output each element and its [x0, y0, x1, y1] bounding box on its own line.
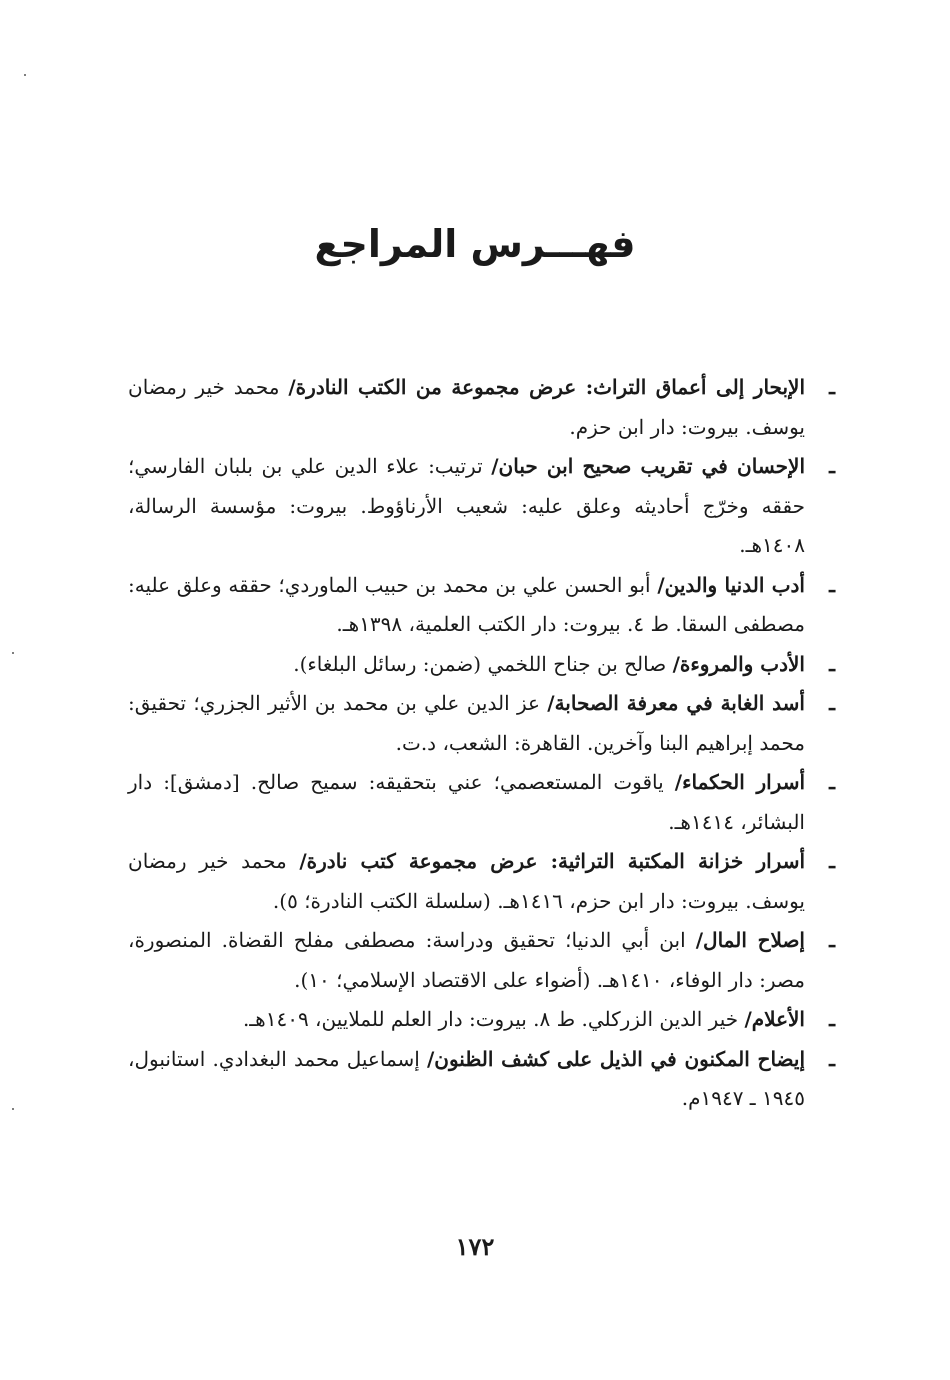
entry-dash: ـ	[829, 928, 835, 952]
reference-details: إسماعيل محمد البغدادي. استانبول، ١٩٤٥ ـ ١٩٤٧م.	[128, 1046, 805, 1110]
reference-entry	[128, 1040, 835, 1119]
reference-entry	[128, 921, 835, 1000]
reference-title: الإبحار إلى أعماق التراث: عرض مجموعة من الكتب النادرة/	[288, 375, 805, 399]
reference-entry	[128, 1000, 835, 1040]
entry-dash: ـ	[829, 770, 835, 794]
reference-entry	[128, 368, 835, 447]
reference-title: أسرار الحكماء/	[674, 770, 806, 794]
reference-title: الإحسان في تقريب صحيح ابن حبان/	[491, 454, 805, 478]
reference-details: ياقوت المستعصمي؛ عني بتحقيقه: سميح صالح. [دمشق]: دار البشائر، ١٤١٤هـ.	[128, 770, 805, 834]
reference-title: أدب الدنيا والدين/	[657, 572, 805, 597]
reference-details: عز الدين علي بن محمد بن الأثير الجزري؛ تحقيق: محمد إبراهيم البنا وآخرين. القاهرة: الشعب، د.ت.	[128, 691, 805, 755]
entry-dash: ـ	[829, 572, 835, 597]
references-list	[128, 368, 835, 1119]
entry-dash: ـ	[829, 454, 835, 478]
entry-dash: ـ	[829, 651, 835, 676]
reference-title: الأدب والمروءة/	[672, 651, 805, 676]
reference-title: إصلاح المال/	[695, 928, 805, 952]
reference-details: صالح بن جناح اللخمي (ضمن: رسائل البلغاء).	[293, 651, 673, 676]
reference-details: محمد خير رمضان يوسف. بيروت: دار ابن حزم.	[128, 375, 805, 439]
reference-details: محمد خير رمضان يوسف. بيروت: دار ابن حزم، ١٤١٦هـ. (سلسلة الكتب النادرة؛ ٥).	[128, 849, 805, 913]
page-number: ١٧٢	[455, 1232, 495, 1261]
entry-dash: ـ	[829, 691, 835, 715]
entry-dash: ـ	[829, 1007, 835, 1031]
page-title: فهـــرس المراجع	[314, 222, 636, 266]
reference-entry	[128, 566, 835, 645]
scan-speck	[24, 74, 26, 76]
entry-dash: ـ	[829, 375, 835, 399]
reference-details: خير الدين الزركلي. ط ٨. بيروت: دار العلم للملايين، ١٤٠٩هـ.	[242, 1007, 745, 1031]
scan-speck	[12, 1108, 14, 1110]
reference-details: أبو الحسن علي بن محمد بن حبيب الماوردي؛ حققه وعلق عليه: مصطفى السقا. ط ٤. بيروت: دار الكتب العلمية، ١٣٩٨هـ.	[128, 572, 805, 636]
entry-dash: ـ	[829, 849, 835, 873]
reference-entry	[128, 763, 835, 842]
reference-title: أسد الغابة في معرفة الصحابة/	[547, 691, 805, 715]
entry-dash: ـ	[829, 1046, 835, 1071]
reference-entry	[128, 842, 835, 921]
reference-title: إيضاح المكنون في الذيل على كشف الظنون/	[426, 1046, 806, 1071]
reference-entry	[128, 447, 835, 566]
reference-details: ترتيب: علاء الدين علي بن بلبان الفارسي؛ حققه وخرّج أحاديثه وعلق عليه: شعيب الأرناؤوط. بيروت: مؤسسة الرسالة، ١٤٠٨هـ.	[128, 454, 805, 557]
reference-entry	[128, 645, 835, 685]
reference-title: الأعلام/	[744, 1007, 805, 1031]
reference-title: أسرار خزانة المكتبة التراثية: عرض مجموعة كتب نادرة/	[299, 849, 806, 873]
reference-details: ابن أبي الدنيا؛ تحقيق ودراسة: مصطفى مفلح القضاة. المنصورة، مصر: دار الوفاء، ١٤١٠هـ. (أضواء على الاقتصاد الإسلامي؛ ١٠).	[128, 928, 805, 992]
reference-entry	[128, 684, 835, 763]
scan-speck	[12, 652, 14, 654]
